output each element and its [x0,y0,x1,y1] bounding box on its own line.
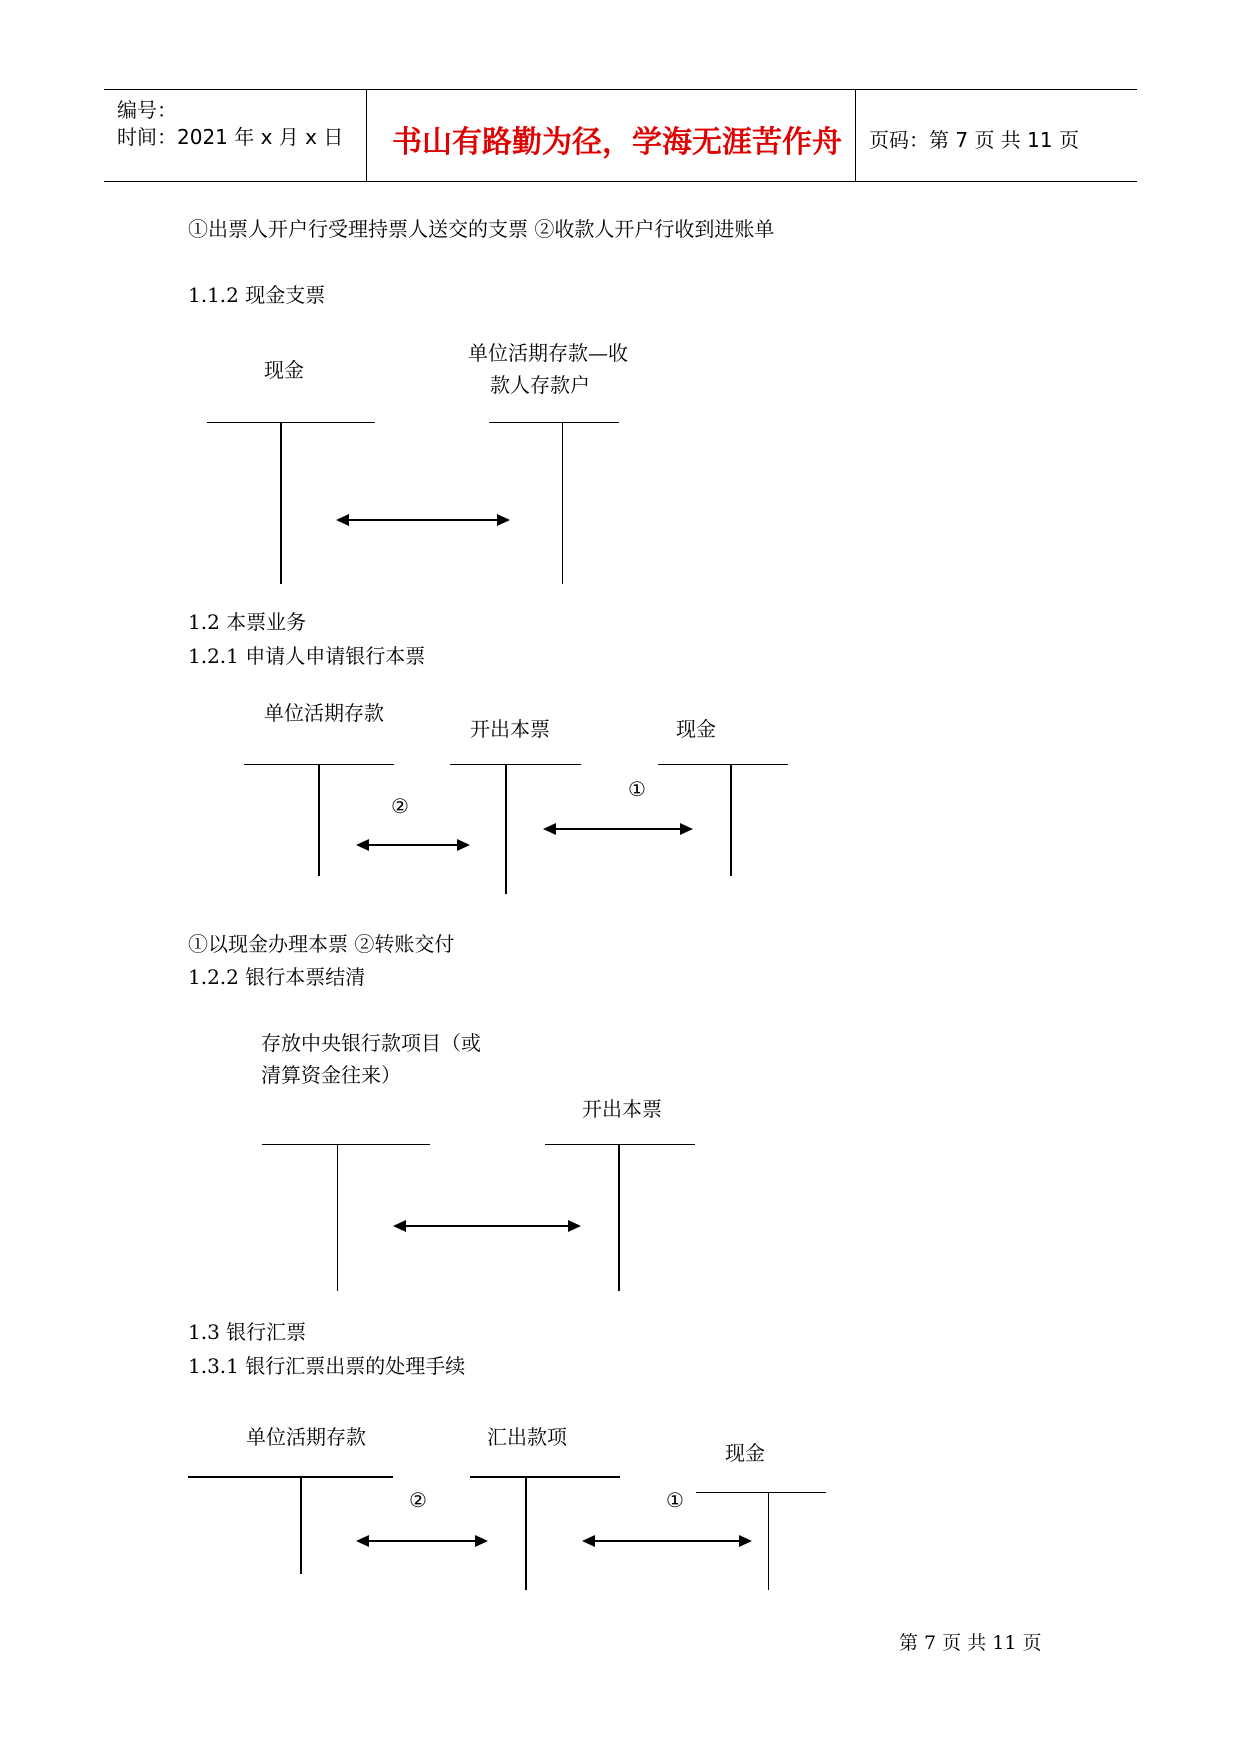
heading-1-1-2: 1.1.2 现金支票 [188,283,326,307]
heading-1-2-1: 1.2.1 申请人申请银行本票 [188,644,426,668]
t-account-top-deposit [188,1476,393,1478]
heading-1-2: 1.2 本票业务 [188,610,307,634]
t-account-stem-cashier-check [505,764,507,894]
time-label: 时间：2021 年 x 月 x 日 [117,125,344,149]
number-label: 编号： [117,98,177,122]
t-account-top-cashier-check [545,1144,695,1145]
t-account-top-deposit [489,422,619,423]
account-label-cashier-check: 开出本票 [582,1097,662,1121]
header-top-border [104,89,1137,90]
header-divider-1 [366,89,367,181]
t-account-stem-cash [730,764,732,876]
double-arrow-transfer [356,1531,488,1551]
step-marker-1: ① [628,777,646,801]
account-label-central-bank-1: 存放中央银行款项目（或 [261,1031,481,1055]
account-label-deposit-1: 单位活期存款—收 [468,341,628,365]
double-arrow-cash [582,1531,752,1551]
footer-page-number: 第 7 页 共 11 页 [899,1632,1042,1654]
header-bottom-border [104,181,1137,182]
double-arrow [393,1216,581,1236]
t-account-stem-cash [280,422,282,584]
t-account-stem-remittance [525,1476,527,1590]
step-marker-2: ② [391,794,409,818]
double-arrow-cash [543,819,693,839]
t-account-top-cash [696,1492,826,1493]
page-label: 页码：第 7 页 共 11 页 [869,128,1079,152]
t-account-top-cash [658,764,788,765]
t-account-stem-cash [768,1492,769,1590]
account-label-cash: 现金 [725,1441,765,1465]
heading-1-3-1: 1.3.1 银行汇票出票的处理手续 [188,1354,466,1378]
header-divider-2 [855,89,856,181]
motto-text: 书山有路勤为径，学海无涯苦作舟 [392,125,842,160]
double-arrow-transfer [356,835,470,855]
step-marker-2: ② [409,1488,427,1512]
note-1: ①出票人开户行受理持票人送交的支票 ②收款人开户行收到进账单 [188,217,775,241]
account-label-deposit: 单位活期存款 [264,701,384,725]
t-account-stem-deposit [300,1476,302,1574]
double-arrow [336,510,510,530]
heading-1-2-2: 1.2.2 银行本票结清 [188,965,366,989]
account-label-cash: 现金 [676,717,716,741]
account-label-remittance: 汇出款项 [487,1425,567,1449]
t-account-top-central-bank [262,1144,430,1145]
account-label-deposit: 单位活期存款 [246,1425,366,1449]
account-label-central-bank-2: 清算资金往来） [261,1063,401,1087]
t-account-top-cashier-check [450,764,581,765]
t-account-stem-deposit [562,422,563,584]
account-label-cash: 现金 [264,358,304,382]
heading-1-3: 1.3 银行汇票 [188,1320,307,1344]
t-account-stem-central-bank [337,1144,338,1291]
account-label-deposit-2: 款人存款户 [490,373,590,397]
t-account-top-cash [207,422,375,423]
note-2: ①以现金办理本票 ②转账交付 [188,932,455,956]
t-account-top-remittance [470,1476,620,1478]
t-account-stem-deposit [318,764,320,876]
account-label-cashier-check: 开出本票 [470,717,550,741]
t-account-stem-cashier-check [618,1144,620,1291]
step-marker-1: ① [666,1488,684,1512]
